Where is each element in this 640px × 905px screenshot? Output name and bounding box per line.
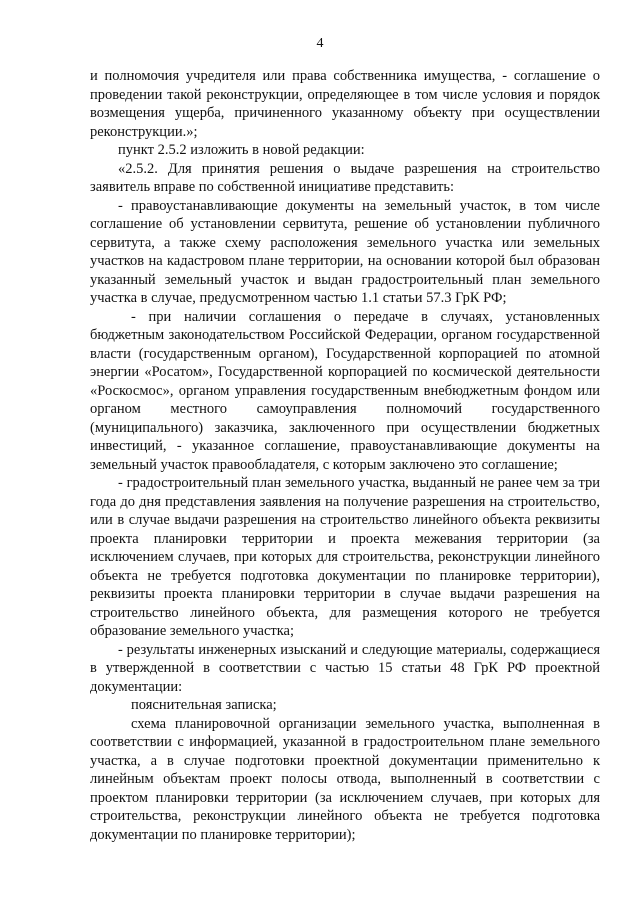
paragraph-transfer-agreement: - при наличии соглашения о передаче в случаях, установленных бюджетным законодательством Российской Федерации, органом государственной власти (государственным органом), Государственной корпорацией по атомной энергии «Росатом», Государственной корпорацией по космической деятельности «Роскосмос», органом управления государственным внебюджетным фондом или органом местного самоуправления полномочий государственного (муниципального) заказчика, заключенного при осуществлении бюджетных инвестиций, - указанное соглашение, правоустанавливающие документы на земельный участок правообладателя, с которым заключено это соглашение;: [90, 308, 600, 473]
paragraph-site-layout-scheme: схема планировочной организации земельного участка, выполненная в соответствии с информацией, указанной в градостроительном плане земельного участка, а в случае подготовки проектной документации применительно к линейным объектам проект полосы отвода, выполненный в соответствии с проектом планировки территории (за исключением случаев, при которых для строительства, реконструкции линейного объекта не требуется подготовка документации по планировке территории);: [90, 715, 600, 843]
paragraph-engineering-surveys: - результаты инженерных изысканий и следующие материалы, содержащиеся в утвержденной в соответствии с частью 15 статьи 48 ГрК РФ проектной документации:: [90, 641, 600, 695]
paragraph-continuation: и полномочия учредителя или права собственника имущества, - соглашение о проведении такой реконструкции, определяющее в том числе условия и порядок возмещения ущерба, причиненного указанному объекту при осуществлении реконструкции.»;: [90, 68, 600, 140]
paragraph-2-5-2-intro: «2.5.2. Для принятия решения о выдаче разрешения на строительство заявитель вправе по собственной инициативе представить:: [90, 160, 600, 195]
paragraph-item-2-5-2-heading: пункт 2.5.2 изложить в новой редакции:: [118, 142, 365, 158]
paragraph-urban-planning-plan: - градостроительный план земельного участка, выданный не ранее чем за три года до дня представления заявления на получение разрешения на строительство, или в случае выдачи разрешения на строительство линейного объекта реквизиты проекта планировки территории и проекта межевания территории (за исключением случаев, при которых для строительства, реконструкции линейного объекта не требуется подготовка документации по планировке территории), реквизиты проекта планировки территории в случае выдачи разрешения на строительство линейного объекта, для размещения которого не требуется образование земельного участка;: [90, 475, 600, 639]
paragraph-land-title-documents: - правоустанавливающие документы на земельный участок, в том числе соглашение об установлении сервитута, решение об установлении публичного сервитута, а также схему расположения земельного участка или земельных участков на кадастровом плане территории, на основании которой был образован указанный земельный участок и выдан градостроительный план земельного участка в случае, предусмотренном частью 1.1 статьи 57.3 ГрК РФ;: [90, 197, 600, 306]
document-body: [90, 67, 600, 844]
page-number: 4: [316, 36, 324, 51]
paragraph-explanatory-note: пояснительная записка;: [131, 697, 277, 713]
